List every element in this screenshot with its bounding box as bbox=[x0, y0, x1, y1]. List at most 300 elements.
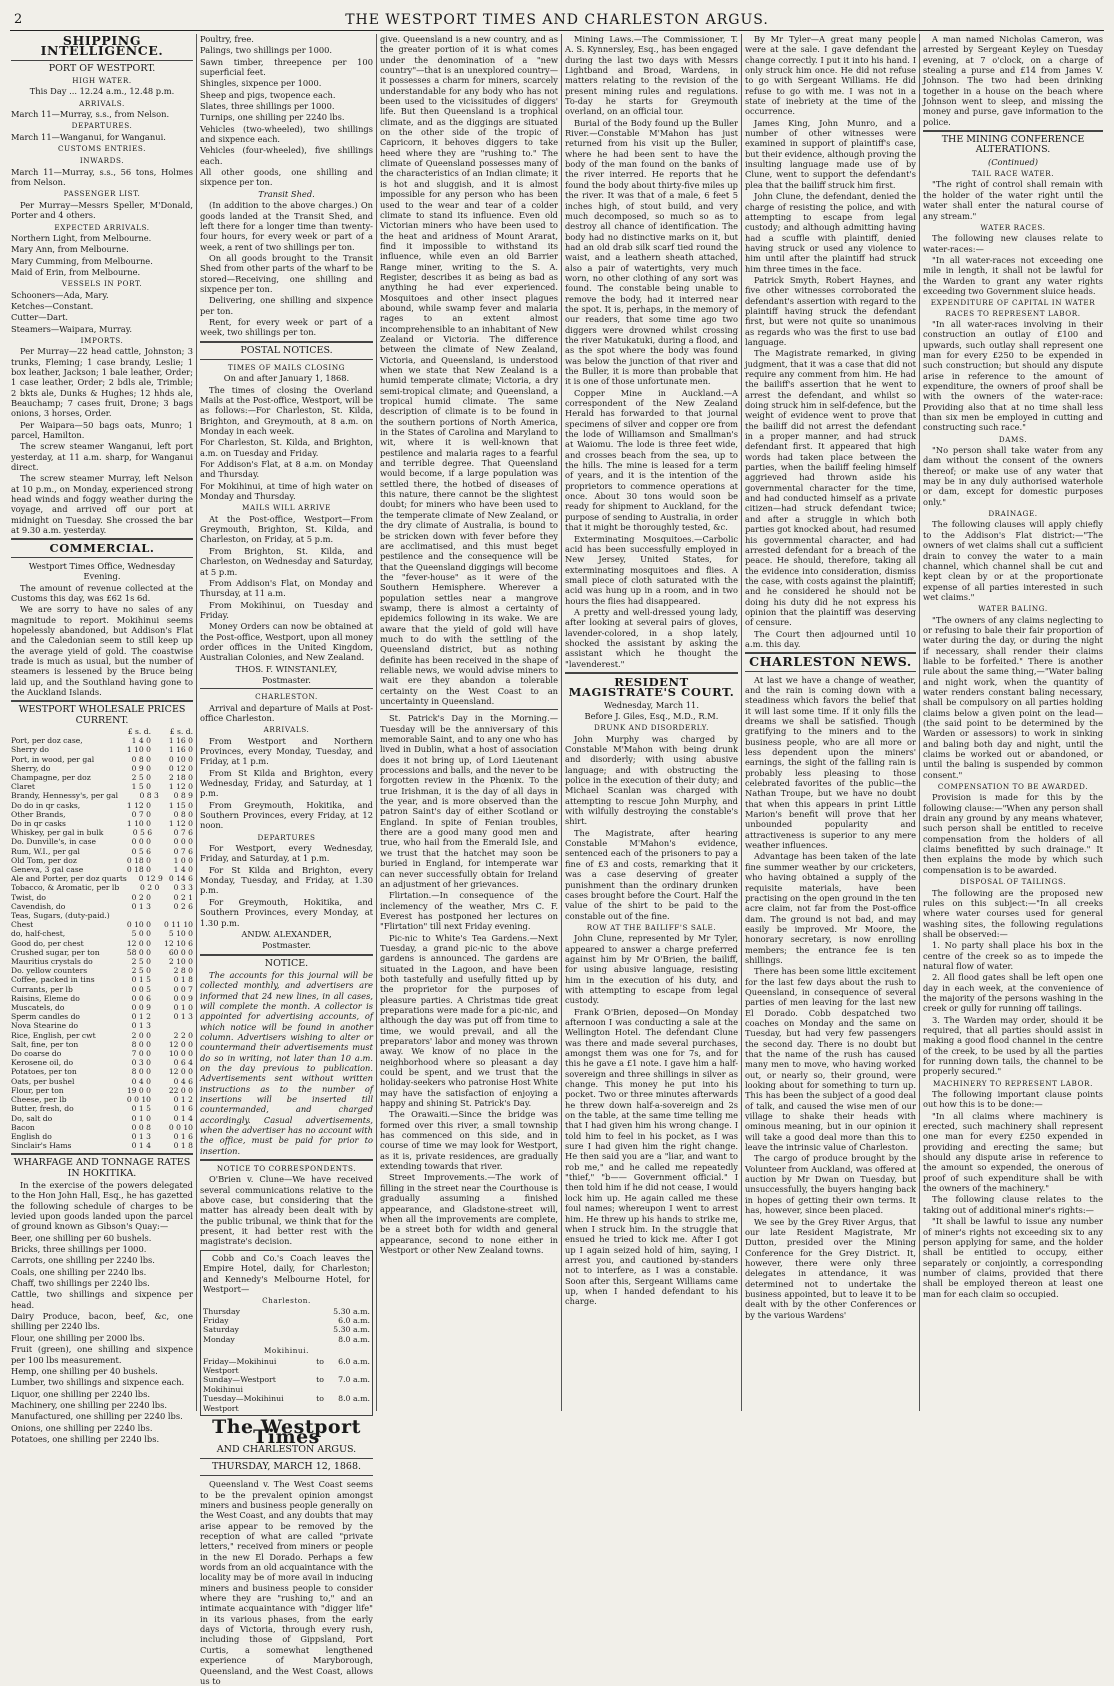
timetable-time: 8.0 a.m. bbox=[338, 1334, 370, 1344]
passengers: Per Murray—Messrs Speller, M'Donald, Porter and 4 others. bbox=[11, 199, 193, 221]
price-value: 1 15 0 bbox=[168, 800, 193, 810]
price-item: English do bbox=[11, 1131, 52, 1141]
mails-arrive: From Brighton, St. Kilda, and Charleston, on Wednesday and Saturday, at 5 p.m. bbox=[200, 545, 373, 577]
price-row bbox=[11, 736, 193, 745]
wharfage-item: Carrots, one shilling per 2240 lbs. bbox=[11, 1255, 155, 1266]
charleston-dep: For Westport, every Wednesday, Friday, and Saturday, at 1 p.m. bbox=[200, 843, 373, 864]
price-row bbox=[11, 801, 193, 810]
steamer-note: The screw steamer Wanganui, left port yesterday, at 11 a.m. sharp, for Wanganui direct. bbox=[11, 441, 193, 473]
price-row bbox=[11, 745, 193, 754]
price-value: 0 5 6 bbox=[131, 846, 151, 856]
vessel-item: Cutter—Dart. bbox=[11, 312, 69, 323]
price-row bbox=[11, 911, 193, 920]
price-row bbox=[11, 1095, 193, 1104]
customs-head: CUSTOMS ENTRIES. bbox=[57, 144, 147, 154]
paper-title: THE WESTPORT TIMES AND CHARLESTON ARGUS. bbox=[345, 12, 769, 28]
wharfage-item: Lumber, two shillings and sixpence each. bbox=[11, 1377, 185, 1388]
price-value: 0 1 6 bbox=[173, 1104, 193, 1114]
expected-item: Maid of Erin, from Melbourne. bbox=[11, 266, 141, 277]
steamer-note-2: The screw steamer Murray, left Nelson at 10 p.m., on Monday, experienced strong head winds and foggy weather during the voyage, and arrived off our port at midnight on Tuesday. She crossed the bar at 9.30 a.m. yesterday. bbox=[11, 473, 193, 536]
clune-evidence: John Clune, the defendant, denied the charge of resisting the police, and with attempting to escape from legal custody; and although admitting having had a scuffle with plaintiff, denied having struck or used any violence to him until after the plaintiff had struck him three times in the face. bbox=[745, 191, 916, 274]
transit-body-3: Delivering, one shilling and sixpence per ton. bbox=[200, 295, 373, 316]
price-value: 0 3 0 bbox=[131, 1058, 151, 1068]
price-value: 12 0 0 bbox=[126, 938, 151, 948]
wharfage-item: Hemp, one shilling per 40 bushels. bbox=[11, 1365, 158, 1376]
column-1 bbox=[8, 33, 196, 1444]
column-5 bbox=[741, 34, 919, 1411]
mails-arrive: From Addison's Flat, on Monday and Thursday, at 11 a.m. bbox=[200, 577, 373, 599]
charleston-dep-head: DEPARTURES bbox=[257, 832, 316, 842]
tariff-item: Sheep and pigs, twopence each. bbox=[200, 89, 336, 100]
expected-item: Northern Light, from Melbourne. bbox=[11, 232, 152, 243]
price-item: Do. yellow counters bbox=[11, 966, 88, 976]
tailings-head: DISPOSAL OF TAILINGS. bbox=[959, 877, 1067, 887]
wharfage-item: Manufactured, one shilling per 2240 lbs. bbox=[11, 1411, 183, 1422]
price-value: 0 12 9 bbox=[138, 874, 163, 884]
price-row bbox=[11, 1031, 193, 1040]
price-value: 60 0 0 bbox=[168, 947, 193, 957]
water-body: The following new clauses relate to water-races:— bbox=[923, 233, 1103, 254]
price-value: 2 5 0 bbox=[131, 966, 151, 976]
price-row bbox=[11, 847, 193, 856]
price-value: 0 0 0 bbox=[131, 837, 151, 847]
drainage-body: The following clauses will apply chiefly to the Addison's Flat district:—"The owners of wet claims shall cut a sufficient drain to convey the water to a main channel, which channel shall be cut and kept clean by or at the proportionate expense of all parties interested in such wet claims." bbox=[923, 519, 1103, 602]
price-value: 0 7 6 bbox=[173, 846, 193, 856]
price-value: 0 0 9 bbox=[173, 993, 193, 1003]
picnic-article: Pic-nic to White's Tea Gardens.—Next Tuesday, a grand pic-nic to the above gardens is announced. The gardens are situated in the Lagoon, and have been both tastefully and usefully fitted up by the proprietor for the purposes of pleasure parties. A Christmas tide great preparations were made for a pic-nic, and although the day was put off from time to time, we would prevail, and all the preparators' labor and money was thrown away. We know of no place in the neighborhood where so pleasant a day could be spent, and we trust that the holiday-seekers who patronise Host White may have the satisfaction of enjoying a happy and shining St. Patrick's Day. bbox=[380, 932, 558, 1109]
price-row bbox=[11, 939, 193, 948]
charleston-arr: From St Kilda and Brighton, every Wednesday, Friday, and Saturday, at 1 p.m. bbox=[200, 767, 373, 799]
price-item: Ale and Porter, per doz quarts bbox=[11, 874, 127, 884]
coach-rows bbox=[203, 1307, 370, 1345]
price-value: 12 0 0 bbox=[168, 1067, 193, 1077]
price-value: 0 0 7 bbox=[173, 984, 193, 994]
charleston-dep: For Greymouth, Hokitika, and Southern Provinces, every Monday, at 1.30 p.m. bbox=[200, 896, 373, 928]
price-item: Bacon bbox=[11, 1122, 35, 1132]
price-row bbox=[11, 791, 193, 800]
price-value: 12 0 0 bbox=[168, 1039, 193, 1049]
price-row bbox=[11, 773, 193, 782]
mining-article: Mining Laws.—The Commissioner, T. A. S. Kynnersley, Esq., has been engaged during the last two days with Messrs Lightband and Broad, Wardens, in matters relating to the revision of the present mining rules and regulations. To-day he starts for Greymouth overland, on an official tour. bbox=[565, 34, 738, 117]
transit-head: Transit Shed. bbox=[258, 188, 315, 199]
column-3 bbox=[376, 34, 561, 1411]
price-value: 2 5 0 bbox=[131, 957, 151, 967]
price-row bbox=[11, 1114, 193, 1123]
price-value: 12 10 6 bbox=[164, 938, 193, 948]
price-value: 8 0 0 bbox=[131, 1039, 151, 1049]
postal-title: POSTAL NOTICES. bbox=[240, 344, 333, 356]
baling-body: "The owners of any claims neglecting to or refusing to bale their fair proportion of water during the day, or during the night if necessary, shall render their claims liable to be forfeited." There is another rule about the same thing,—"Water baling and night work, when the quantity of water renders constant baling necessary, shall be compulsory on all parties holding claims below a given point on the lead—(the said point to be determined by the Warden or assessors) to work in sinking and baling both day and night, until the claims be worked out or abandoned, or until the baling is suspended by common consent." bbox=[923, 614, 1103, 780]
timetable-row bbox=[203, 1375, 370, 1394]
tail-head: TAIL RACE WATER. bbox=[971, 169, 1055, 179]
price-value: 0 1 2 bbox=[173, 1095, 193, 1105]
rm-title: RESIDENT MAGISTRATE'S COURT. bbox=[568, 674, 735, 700]
price-item: Rum, W.I., per gal bbox=[11, 846, 80, 856]
vessel-item: Ketches—Constant. bbox=[11, 300, 94, 311]
wharfage-title: WHARFAGE AND TONNAGE RATES IN HOKITIKA. bbox=[13, 1157, 191, 1179]
column-4 bbox=[561, 34, 741, 1411]
tariff-item: Vehicles (two-wheeled), two shillings and sixpence each. bbox=[200, 123, 373, 145]
price-value: 0 10 0 bbox=[126, 920, 151, 930]
mach-head: MACHINERY TO REPRESENT LABOR. bbox=[933, 1078, 1093, 1088]
price-row bbox=[11, 883, 193, 892]
news-body-4: The cargo of produce brought by the Volunteer from Auckland, was offered at auction by Mr Dwan on Tuesday, but unsuccessfully, the buyers hanging back in hopes of getting their own terms. It has, however, since been placed. bbox=[745, 1153, 916, 1216]
price-value: 0 8 0 bbox=[173, 809, 193, 819]
water-body-2: "In all water-races not exceeding one mile in length, it shall not be lawful for the Warden to grant any water rights exceeding two Government sluice heads. bbox=[923, 254, 1103, 296]
inwards-head: INWARDS. bbox=[79, 156, 125, 166]
price-value: 1 10 0 bbox=[126, 745, 151, 755]
wharfage-item: Fruit (green), one shilling and sixpence per 100 lbs measurement. bbox=[11, 1344, 193, 1365]
tail-body: "The right of control shall remain with the holder of the water right until the water shall enter the natural course of any stream." bbox=[923, 179, 1103, 221]
price-value bbox=[151, 1021, 193, 1030]
cross-exam: By Mr Tyler—A great many people were at the sale. I gave defendant the change correctly. I put it into his hand. I only struck him once. He did not refuse to go with Sergeant Williams. He did refuse to go with me. I was not in a state of inebriety at the time of the occurrence. bbox=[745, 34, 916, 117]
leader-article: Queensland v. The West Coast seems to be the prevalent opinion amongst miners and business people generally on the West Coast, and any doubts that may arise appear to be removed by the reception of what are called "private letters," received from miners or people in the new El Dorado. Perhaps a few words from an old acquaintance with the locality may be of more avail in inducing miners and business people to consider where they are "rushing to," and an intimate acquaintance with "digger life" in its various phases, from the early days of Victoria, through every rush, including those of Gippsland, Port Curtis, a somewhat lengthened experience of Maryborough, Queensland, and the West Coast, allows us to bbox=[200, 1479, 373, 1686]
departures-head: DEPARTURES. bbox=[71, 121, 133, 131]
coach-box bbox=[200, 1250, 373, 1416]
price-item: Flour, per ton bbox=[11, 1085, 64, 1095]
charleston-arr: From Westport and Northern Provinces, every Monday, Tuesday, and Friday, at 1 p.m. bbox=[200, 735, 373, 767]
price-value: 0 18 0 bbox=[126, 855, 151, 865]
charleston-intro: Arrival and departure of Mails at Post-office Charleston. bbox=[200, 702, 373, 723]
price-row bbox=[11, 828, 193, 837]
price-value: 5 0 0 bbox=[131, 929, 151, 939]
price-item: Claret bbox=[11, 782, 35, 792]
timetable-time: 5.30 a.m. bbox=[333, 1306, 370, 1316]
price-row bbox=[11, 782, 193, 791]
timetable-row bbox=[203, 1357, 370, 1376]
price-value: 0 1 8 bbox=[173, 975, 193, 985]
postmaster-sig: THOS. F. WINSTANLEY, bbox=[235, 663, 338, 674]
commercial-body-2: We are sorry to have no sales of any magnitude to report. Mokihinui seems hopelessly abandoned, but Addison's Flat and the Caledonian seem to still keep up the average yield of gold. The coastwise trade is much as usual, but the number of steamers is lessened by the Bruce being laid up, and the Southland having gone to the Auckland Islands. bbox=[11, 604, 193, 697]
price-item: Good do, per chest bbox=[11, 938, 84, 948]
expected-item: Mary Cumming, from Melbourne. bbox=[11, 255, 153, 266]
price-item: Do coarse do bbox=[11, 1049, 62, 1059]
tariff-item: Shingles, sixpence per 1000. bbox=[200, 78, 322, 89]
price-value: 0 9 0 bbox=[131, 763, 151, 773]
mails-arrive: Money Orders can now be obtained at the Post-office, Westport, upon all money order offices in the United Kingdom, Australian Colonies, and New Zealand. bbox=[200, 621, 373, 663]
price-value: 0 18 0 bbox=[126, 865, 151, 875]
mails-body: The times of closing the Overland Mails at the Post-office, Westport, will be as follows:—For Charleston, St. Kilda, Brighton, and Greymouth, at 8 a.m. on Monday in each week. bbox=[200, 384, 373, 437]
transit-body-2: On all goods brought to the Transit Shed from other parts of the wharf to be stored—Receiving, one shilling and sixpence per ton. bbox=[200, 252, 373, 294]
price-row bbox=[11, 920, 193, 929]
price-row bbox=[11, 1077, 193, 1086]
street-article: Street Improvements.—The work of filling in the street near the Courthouse is gradually assuming a finished appearance, and Gladstone-street will, when all the improvements are complete, be a street both for width and general appearance, second to none either in Westport or other New Zealand towns. bbox=[380, 1172, 558, 1255]
dams-head: DAMS. bbox=[998, 434, 1028, 444]
tariff-item: Vehicles (four-wheeled), five shillings each. bbox=[200, 145, 373, 166]
wharfage-item: Flour, one shilling per 2000 lbs. bbox=[11, 1332, 145, 1343]
timetable-row bbox=[203, 1307, 370, 1316]
leader-cont: give. Queensland is a new country, and as the greater portion of it is what comes under the denomination of a "new country"—that is an unexplored country—it possesses a charm for miners, scarcely understandable for any body who has not been used to the vicissitudes of diggers' life. But then Queensland is a trophical climate, and as the diggings are situated on the other side of the tropic of Capricorn, it behoves diggers to take heed where they are "rushing to." The climate of Queensland possesses many of the characteristics of an Indian climate; it is hot and sluggish, and it is almost impossible for any person who has been used to the wear and tear of a colder climate to stand its influence. Even old Victorian miners who have been used to the heat and aridness of Mount Ararat, find it impossible to withstand its influence, while even an old Barrier Range miner, writing to the S. A. Register, describes it as being as bad as anything he had ever experienced. Mosquitoes and other insect plagues abound, while swamp fever and malaria rages to an extent almost incomprehensible to an inhabitant of New Zealand or Victoria. The difference between the climate of New Zealand, Victoria, and Queensland, is understood when we state that New Zealand is a humid temperate climate; Victoria, a dry semi-tropical climate; and Queensland, a tropical humid climate. The same description of climate is to be found in the southern portions of North America, in the States of Carolina and Maryland to wit, where it is well-known that pestilence and malaria rages to a fearful and terrible degree. That Queensland would become, if a large population was settled there, the hotbed of diseases of this nature, there cannot be the slightest doubt; for miners who have been used to the temperate climate of New Zealand, or the dry climate of Australia, is bound to be stricken down with fever before they are acclimatised, and this must beget pestilence and the consequence will be that the Queensland diggings will become the "fever-house" as it were of the Southern Hemisphere. Wherever a population settles near a mangrove swamp, there is almost a certainty of epidemics following in its wake. We are aware that the yield of gold will have much to do with the settling of the Queensland district, but as nothing definite has been received in the shape of reliable news, we would advise miners to wait ere they abandon a tolerable certainty on the West Coast to an uncertainty in Queensland. bbox=[380, 34, 558, 706]
price-value: 0 2 1 bbox=[173, 892, 193, 902]
price-value: 0 7 0 bbox=[131, 809, 151, 819]
price-row bbox=[11, 1012, 193, 1021]
price-row bbox=[11, 957, 193, 966]
price-value: 2 18 0 bbox=[168, 772, 193, 782]
flirtation-article: Flirtation.—In consequence of the inclemency of the weather, Mrs C. F. Everest has postponed her lectures on "Flirtation" till next Friday evening. bbox=[380, 890, 558, 932]
price-value: 2 2 0 bbox=[173, 1030, 193, 1040]
price-row bbox=[11, 985, 193, 994]
timetable-row bbox=[203, 1325, 370, 1334]
price-row bbox=[11, 810, 193, 819]
price-row bbox=[11, 1067, 193, 1076]
rm-before: Before J. Giles, Esq., M.D., R.M. bbox=[584, 711, 719, 721]
price-item: Old Tom, per doz bbox=[11, 855, 77, 865]
price-value bbox=[110, 911, 155, 920]
price-value: 0 1 4 bbox=[173, 1113, 193, 1123]
price-value: 0 8 0 bbox=[131, 754, 151, 764]
price-item: Twist, do bbox=[11, 892, 46, 902]
corresp-title: NOTICE TO CORRESPONDENTS. bbox=[216, 1164, 357, 1174]
price-item: Teas, Sugars, (duty-paid.) bbox=[11, 911, 110, 921]
price-value: 0 2 6 bbox=[173, 901, 193, 911]
price-item: Potatoes, per ton bbox=[11, 1067, 77, 1077]
notice-body: The accounts for this journal will be collected monthly, and advertisers are informed that 24 new lines, in all cases, will complete the month. A collector is appointed for advertising accounts, of which notice will be found in another column. Advertisers wishing to alter or countermand their advertisements must do so in writing, not later than 10 a.m. on the day previous to publication. Advertisements sent without written instructions as to the number of insertions will be inserted till countermanded, and charged accordingly. Casual advertisements, when the advertiser has no account with the office, must be paid for prior to insertion. bbox=[200, 969, 373, 1156]
row-body: John Clune, represented by Mr Tyler, appeared to answer a charge preferred against him by Mr O'Brien, the bailiff, for using abusive language, resisting him in the execution of his duty, and with attempting to escape from legal custody. bbox=[565, 933, 738, 1006]
price-value: 0 0 8 bbox=[131, 1122, 151, 1132]
mails-arrive: At the Post-office, Westport—From Greymouth, Brighton, St. Kilda, and Charleston, on Friday, at 5 p.m. bbox=[200, 513, 373, 545]
king-evidence: James King, John Munro, and a number of other witnesses were examined in support of plaintiff's case, but their evidence, although proving the insulting language made use of by Clune, went to support the defendant's plea that the bailiff struck him first. bbox=[745, 117, 916, 190]
price-value: 0 14 6 bbox=[168, 874, 193, 884]
price-row bbox=[11, 902, 193, 911]
price-value: 0 5 6 bbox=[132, 828, 153, 838]
price-row bbox=[11, 865, 193, 874]
page-number: 2 bbox=[14, 12, 23, 27]
price-item: Cavendish, do bbox=[11, 901, 66, 911]
price-value: 0 8 3 bbox=[139, 791, 159, 801]
wharfage-item: Chaff, two shillings per 2240 lbs. bbox=[11, 1278, 150, 1289]
price-item: Do do in qr casks, bbox=[11, 800, 81, 810]
price-value: 1 4 0 bbox=[173, 865, 193, 875]
price-item: Currants, per lb bbox=[11, 984, 73, 994]
wharfage-body: In the exercise of the powers delegated to the Hon John Hall, Esq., he has gazetted the following schedule of charges to be levied upon goods landed upon the parcel of ground known as Gibson's Quay:— bbox=[11, 1180, 193, 1232]
rm-date: Wednesday, March 11. bbox=[604, 699, 699, 710]
news-body-2: Advantage has been taken of the late fine summer weather by our cricketers, who having obtained a supply of the requisite materials, have been practising on the open ground in the ten acre claim, not far from the Post-office dam. The ground is not bad, and may easily be improved. Mr Moore, the honorary secretary, is now enrolling members; the entrance fee is ten shillings. bbox=[745, 851, 916, 965]
price-row bbox=[11, 1058, 193, 1067]
notice-title: NOTICE. bbox=[264, 957, 309, 969]
tariff-item: Poultry, free. bbox=[200, 34, 254, 44]
price-item: Muscatels, do bbox=[11, 1003, 65, 1013]
flag-sub: AND CHARLESTON ARGUS. bbox=[216, 1443, 357, 1455]
timetable-time: 5.30 a.m. bbox=[333, 1325, 370, 1335]
corresp-body: O'Brien v. Clune—We have received several communications relative to the above case, but considering that the matter has already been dealt with by the public tribunal, we think that for the present, it had better rest with the magistrate's decision. bbox=[200, 1174, 373, 1247]
vessels-head: VESSELS IN PORT. bbox=[61, 279, 143, 289]
court-adjourned: The Court then adjourned until 10 a.m. this day. bbox=[745, 628, 916, 649]
price-item: Mauritius crystals do bbox=[11, 957, 93, 967]
timetable-time: 7.0 a.m. bbox=[338, 1375, 370, 1385]
price-value: 0 1 2 bbox=[131, 1012, 151, 1022]
tariff-item: All other goods, one shilling and sixpence per ton. bbox=[200, 167, 373, 188]
price-item: Crushed sugar, per ton bbox=[11, 947, 100, 957]
mails-line: For Mokihinui, at time of high water on Monday and Thursday. bbox=[200, 480, 373, 502]
price-value: 0 1 0 bbox=[173, 1003, 193, 1013]
baling-head: WATER BALING. bbox=[978, 604, 1048, 614]
moki-head: Mokihinui. bbox=[263, 1346, 310, 1356]
vessel-item: Schooners—Ada, Mary. bbox=[11, 289, 109, 300]
price-item: Sherry do bbox=[11, 745, 49, 755]
price-value: 0 1 3 bbox=[131, 1131, 151, 1141]
price-item: Coffee, packed in tins bbox=[11, 975, 95, 985]
price-item: Chest bbox=[11, 920, 34, 930]
price-item: Sherry, do bbox=[11, 763, 51, 773]
price-value: 0 1 3 bbox=[131, 901, 151, 911]
column-2 bbox=[196, 34, 376, 1686]
price-row bbox=[11, 948, 193, 957]
mosquito-article: Exterminating Mosquitoes.—Carbolic acid has been successfully employed in New Jersey, United States, for exterminating mosquitoes and flies. A small piece of cloth saturated with the acid was hung up in a room, and in two hours the flies had disappeared. bbox=[565, 533, 738, 606]
timetable-day: Thursday bbox=[203, 1306, 241, 1316]
price-row bbox=[11, 1141, 193, 1150]
price-value: 5 10 0 bbox=[168, 929, 193, 939]
add-body-2: "It shall be lawful to issue any number of miner's rights not exceeding six to any person applying for same, and the holder shall be entitled to occupy, either separately or conjointly, a corresponding number of claims, provided that there shall be employed thereon at least one man for each claim so occupied. bbox=[923, 1216, 1103, 1299]
price-row bbox=[11, 966, 193, 975]
price-value: 0 1 6 bbox=[173, 1131, 193, 1141]
row-body-2: Frank O'Brien, deposed—On Monday afternoon I was conducting a sale at the Wellington Hotel. The defendant Clune was there and made several purchases, amongst them was one for 7s, and for this he gave a £1 note. I gave him a half-sovereign and three shillings in silver as change. This money he put into his pocket. Two or three minutes afterwards he threw down half-a-sovereign and 2s on the table, at the same time telling me that I had given him his wrong change. I told him to feel in his pocket, as I was sure I had given him the right change. He then said you are a "liar, and want to rob me," and he called me repeatedly "thief," "b—— Government official." I then told him if he did not cease, I would lock him up. He again called me these foul names; whereupon I went to arrest him. He threw up his hands to strike me, when I struck him. In the struggle that ensued he tried to kick me. After I got up I again seized hold of him, saying, I arrest you, and cautioned by-standers not to interfere, as I was a constable. Soon after this, Sergeant Williams came up, when I handed defendant to his charge. bbox=[565, 1006, 738, 1307]
price-value: 0 1 5 bbox=[131, 975, 151, 985]
price-value: 2 5 0 bbox=[131, 772, 151, 782]
price-row bbox=[11, 856, 193, 865]
price-row bbox=[11, 837, 193, 846]
smith-evidence: Patrick Smyth, Robert Haynes, and five other witnesses corroborated the defendant's assertion with regard to the plaintiff having struck the defendant first, but were not quite so unanimous as regards who was the first to use bad language. bbox=[745, 274, 916, 347]
wharfage-item: Potatoes, one shilling per 2240 lbs. bbox=[11, 1433, 160, 1444]
price-value: 22 0 0 bbox=[168, 1085, 193, 1095]
moki-rows bbox=[203, 1357, 370, 1413]
timetable-day: Friday—Mokihinui to Westport bbox=[203, 1356, 324, 1375]
price-item: Do. Dunville's, in case bbox=[11, 837, 97, 847]
charleston-sig: ANDW. ALEXANDER, bbox=[241, 928, 332, 939]
tariff-list bbox=[200, 34, 373, 188]
mails-arrive: From Mokihinui, on Tuesday and Friday. bbox=[200, 599, 373, 620]
coach-head: Charleston. bbox=[262, 1296, 311, 1306]
price-item: Kerosene oil, do bbox=[11, 1058, 74, 1068]
price-value: 0 0 0 bbox=[173, 837, 193, 847]
price-row bbox=[11, 994, 193, 1003]
price-value: 2 10 0 bbox=[168, 957, 193, 967]
price-item: Sperm candles do bbox=[11, 1012, 81, 1022]
timetable-day: Sunday—Westport to Mokihinui bbox=[203, 1375, 324, 1394]
price-row bbox=[11, 1132, 193, 1141]
price-value: 0 2 0 bbox=[139, 883, 160, 893]
conference-cont: (Continued) bbox=[987, 156, 1039, 167]
price-item: Nova Stearine do bbox=[11, 1021, 79, 1031]
price-row bbox=[11, 764, 193, 773]
price-row bbox=[11, 1049, 193, 1058]
price-row bbox=[11, 1086, 193, 1095]
price-value: 0 0 6 bbox=[131, 993, 151, 1003]
passenger-head: PASSENGER LIST. bbox=[63, 189, 141, 199]
price-item: Other Brands, bbox=[11, 809, 66, 819]
price-value: 0 1 5 bbox=[131, 1104, 151, 1114]
price-row bbox=[11, 929, 193, 938]
price-value: 0 11 10 bbox=[164, 920, 193, 930]
capital-body: "In all water-races involving in their construction an outlay of £100 and upwards, such outlay shall represent one man for every £250 to be expended in such construction; but should any dispute arise in reference to the amount of expenditure, the owners of proof shall be with the owners of the water-race: Providing also that at no time shall less than six men be employed in cutting and constructing such race." bbox=[923, 318, 1103, 433]
price-value: 1 5 0 bbox=[131, 782, 151, 792]
tariff-item: Slates, three shillings per 1000. bbox=[200, 101, 335, 112]
postmaster-title: Postmaster. bbox=[262, 674, 311, 685]
tariff-item: Sawn timber, threepence per 100 superficial feet. bbox=[200, 56, 373, 78]
price-row bbox=[11, 874, 193, 883]
add-body: The following clause relates to the taking out of additional miner's rights:— bbox=[923, 1194, 1103, 1215]
imports-2: Per Waipara—50 bags oats, Munro; 1 parcel, Hamilton. bbox=[11, 419, 193, 441]
price-row bbox=[11, 975, 193, 984]
price-item: Salt, fine, per ton bbox=[11, 1039, 79, 1049]
expected-item: Mary Ann, from Melbourne. bbox=[11, 244, 129, 255]
timetable-time: 8.0 a.m. bbox=[338, 1394, 370, 1404]
news-body-5: We see by the Grey River Argus, that our late Resident Magistrate, Mr Dutton, presided over the Mining Conference for the Grey District. It, however, there were only three delegates in attendance, it was determined not to undertake the business appointed, but to leave it to be dealt with by the other Conferences or by the various Wardens' bbox=[745, 1216, 916, 1320]
mach-body: The following important clause points out how this is to be done:— bbox=[923, 1089, 1103, 1110]
price-value: 1 0 0 bbox=[173, 855, 193, 865]
expected-head: EXPECTED ARRIVALS. bbox=[54, 222, 150, 232]
price-value: 0 7 6 bbox=[173, 828, 193, 838]
wharfage-item: Coals, one shilling per 2240 lbs. bbox=[11, 1266, 147, 1277]
price-value: 1 12 0 bbox=[168, 819, 193, 828]
price-value: 0 3 3 bbox=[173, 883, 193, 893]
price-value: 0 2 0 bbox=[131, 892, 151, 902]
price-value: 19 0 0 bbox=[126, 1085, 151, 1095]
wharfage-item: Bricks, three shillings per 1000. bbox=[11, 1244, 147, 1255]
wharfage-item: Dairy Produce, bacon, beef, &c, one shilling per 2240 lbs. bbox=[11, 1311, 193, 1332]
price-row bbox=[11, 1123, 193, 1132]
timetable-day: Monday bbox=[203, 1334, 235, 1344]
price-value: 0 10 0 bbox=[168, 754, 193, 764]
price-item: Tobacco, & Aromatic, per lb bbox=[11, 883, 120, 893]
price-item: Port, in wood, per gal bbox=[11, 754, 95, 764]
price-item: do, half-chest, bbox=[11, 929, 66, 939]
timetable-day: Friday bbox=[203, 1315, 229, 1325]
newspaper-flag: The Westport Times bbox=[212, 1415, 361, 1449]
charleston-sig-title: Postmaster. bbox=[262, 940, 311, 951]
price-item: Cheese, per lb bbox=[11, 1095, 67, 1105]
price-value: 0 12 0 bbox=[168, 763, 193, 773]
price-value: 7 0 0 bbox=[131, 1049, 151, 1059]
price-value: 0 1 0 bbox=[131, 1113, 151, 1123]
date-line: THURSDAY, MARCH 12, 1868. bbox=[211, 1460, 362, 1472]
tailings-body: The following are the proposed new rules on this subject:—"In all creeks where water courses used for general washing sites, the following regulations shall be observed:— bbox=[923, 887, 1103, 939]
magistrate-judgment: The Magistrate remarked, in giving judgment, that it was a case that did not require any comment from him. He had the bailiff's assertion that he went to arrest the defendant, and whilst so doing struck him in self-defence, but the weight of evidence went to prove that the bailiff did not arrest the defendant in a proper manner, and had struck defendant first. It appeared that high words had taken place between the parties, when the bailiff feeling himself aggrieved had thrown aside his governmental character for the time, and had conducted himself as a private citizen—had struck defendant twice; and after a struggle in which both parties got knocked about, had resumed his governmental character, and had arrested defendant for a breach of the peace. He should, therefore, taking all the evidence into consideration, dismiss the case, with costs against the plaintiff; and he considered he should not be doing his duty did he not express his opinion that the plaintiff was deserving of censure. bbox=[745, 348, 916, 628]
price-row bbox=[11, 1021, 193, 1030]
transit-body: (In addition to the above charges.) On goods landed at the Transit Shed, and left there for a longer time than twenty-four hours, for every week or part of a week, a rent of two shillings per ton. bbox=[200, 200, 373, 252]
price-value: 0 0 10 bbox=[168, 1122, 193, 1132]
timetable-row bbox=[203, 1335, 370, 1344]
wharfage-item: Cattle, two shillings and sixpence per head. bbox=[11, 1289, 193, 1310]
timetable-time: 6.0 a.m. bbox=[338, 1356, 370, 1366]
price-value: 1 16 0 bbox=[168, 745, 193, 755]
price-item: Rice, English, per cwt bbox=[11, 1030, 96, 1040]
charleston-news-title: CHARLESTON NEWS. bbox=[749, 654, 912, 670]
price-row bbox=[11, 893, 193, 902]
capital-head: EXPENDITURE OF CAPITAL IN WATER RACES TO REPRESENT LABOR. bbox=[930, 298, 1096, 318]
prices-header: £ s. d. £ s. d. bbox=[127, 726, 193, 736]
price-value: 2 0 0 bbox=[131, 1030, 151, 1040]
price-item: Butter, fresh, do bbox=[11, 1104, 74, 1114]
price-value: 0 8 9 bbox=[173, 791, 193, 801]
price-value: 0 0 5 bbox=[131, 984, 151, 994]
burial-article: Burial of the Body found up the Buller River.—Constable M'Mahon has just returned from his visit up the Buller, where he had been sent to have the body of the man found on the banks of the river interred. He reports that he found the body about thirty-five miles up the river. It was that of a male, 6 feet 5 inches high, of stout build, and very much decomposed, so much so as to destroy all chance of identification. The body had no distinctive marks on it, but had an old drab silk scarf tied round the waist, and a leathern sheath attached, also a pair of watertights, very much worn, no other clothing of any sort was found. The constable being unable to remove the body, had it interred near the spot. It is, perhaps, in the memory of our readers, that some time ago two diggers were drowned whilst crossing the river Matukatuki, during a flood, and as the spot where the body was found was below the junction of that river and the Buller, it is more than probable that it is one of those unfortunate men. bbox=[565, 117, 738, 387]
row-head: ROW AT THE BAILIFF'S SALE. bbox=[586, 922, 717, 932]
charleston-head: CHARLESTON. bbox=[255, 692, 318, 702]
imports: Per Murray—22 head cattle, Johnston; 3 trunks, Fleming; 1 case brandy, Leslie; 1 box leather, Jackson; 1 bale leather, Order; 1 case leather, Order; 2 bdls ale, Trimble; 2 bkts ale, Dunks & Hughes; 12 hhds ale, Beauchamp; 7 cases fruit, Drone; 3 bags onions, 3 horses, Order. bbox=[11, 346, 193, 419]
commercial-sub: Westport Times Office, Wednesday Evening. bbox=[28, 560, 176, 582]
commercial-body: The amount of revenue collected at the Customs this day, was £62 1s 6d. bbox=[11, 582, 193, 603]
port-title: PORT OF WESTPORT. bbox=[48, 62, 156, 74]
coach-body: Cobb and Co.'s Coach leaves the Empire Hotel, daily, for Charleston; and Kennedy's Melbourne Hotel, for Westport— bbox=[203, 1252, 370, 1294]
prices-title: WESTPORT WHOLESALE PRICES CURRENT. bbox=[18, 704, 186, 726]
stpatrick-article: St. Patrick's Day in the Morning.—Tuesday will be the anniversary of this memorable Saint, and to any one who has lived in Dublin, what a host of association does it not bring up, of Lord Lieutenant processions and balls, and the never to be forgotten review in the Phœnix. To the true Irishman, it is the day of all days in the year, and is more observed than the patron Saint's day of either Scotland or England. In spite of Fenian troubles, there are a good many good men and true, who hail from the Emerald Isle, and we trust that the hatchet may soon be buried in England, for intemperate war can never successfully obtain for Ireland an adjustment of her grievances. bbox=[380, 713, 558, 889]
price-item: Port, per doz case, bbox=[11, 736, 83, 746]
inwards: March 11—Murray, s.s., 56 tons, Holmes from Nelson. bbox=[11, 166, 193, 188]
price-value: 10 0 0 bbox=[168, 1049, 193, 1059]
timetable-day: Tuesday—Mokihinui to Westport bbox=[203, 1394, 324, 1413]
tailings-3: 3. The Warden may order, should it be required, that all parties should assist in making a good flood channel in the centre of the creek, to be used by all the parties for running down tails, the channel to be properly secured." bbox=[923, 1014, 1103, 1077]
price-value: 1 12 0 bbox=[126, 800, 151, 810]
